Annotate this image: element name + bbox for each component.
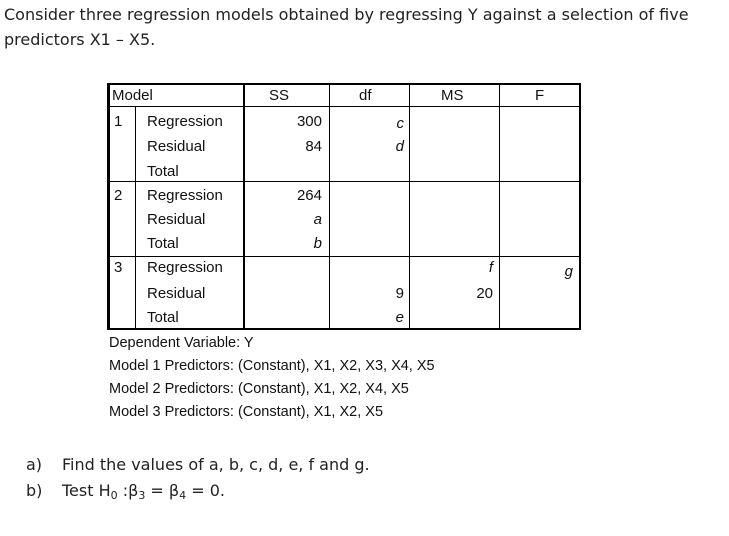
question-a-text: Find the values of a, b, c, d, e, f and g. [62,455,370,474]
m3-df-total: e [395,309,404,326]
m3-source-residual: Residual [147,285,206,302]
model-number-3: 3 [114,259,123,276]
header-df: df [359,87,372,104]
footnote-dependent: Dependent Variable: Y [109,335,254,351]
model-number-1: 1 [114,113,123,130]
footnote-model1: Model 1 Predictors: (Constant), X1, X2, X3, X4, X5 [109,358,435,374]
col-divider-label [109,85,110,328]
question-b-mid: :β [117,481,139,500]
m1-ss-residual: 84 [305,138,322,155]
m1-df-residual: d [395,138,404,155]
m3-ms-regression: f [488,259,493,276]
m1-ss-regression: 300 [296,113,322,130]
h-subscript: 0 [110,489,118,502]
anova-table [107,83,581,330]
m2-ss-residual: a [313,211,322,228]
question-b-label: b) [26,481,43,500]
beta2-subscript: 4 [179,489,187,502]
m1-source-residual: Residual [147,138,206,155]
question-b-eq: = β [145,481,180,500]
model-number-2: 2 [114,187,123,204]
m1-source-total: Total [147,163,179,180]
problem-intro: Consider three regression models obtained by regressing Y against a selection of five predictors X1 – X5. [4,5,689,49]
col-divider-ss [243,85,245,328]
header-model: Model [112,87,153,104]
col-divider-ms [409,85,410,328]
model-rule-1 [109,181,579,182]
question-a [26,454,370,476]
model-number-divider [135,106,136,330]
question-b [26,480,225,502]
header-rule [109,106,579,107]
col-divider-df [329,85,330,328]
footnote-model2: Model 2 Predictors: (Constant), X1, X2, X4, X5 [109,381,409,397]
m3-f-regression: g [564,263,573,280]
m2-source-regression: Regression [147,187,223,204]
m2-ss-total: b [313,235,322,252]
m2-source-residual: Residual [147,211,206,228]
model-rule-2 [109,256,579,257]
m1-df-regression: c [396,115,404,132]
header-ms: MS [441,87,464,104]
header-f: F [535,87,545,104]
m3-source-regression: Regression [147,259,223,276]
header-ss: SS [269,87,290,104]
col-divider-f [499,85,500,328]
footnote-model3: Model 3 Predictors: (Constant), X1, X2, X5 [109,404,384,420]
beta1-subscript: 3 [138,489,146,502]
m2-source-total: Total [147,235,179,252]
question-a-label: a) [26,455,43,474]
m2-ss-regression: 264 [296,187,322,204]
m1-source-regression: Regression [147,113,223,130]
question-b-end: = 0. [186,481,225,500]
m3-source-total: Total [147,309,179,326]
question-b-prefix: Test H [62,481,111,500]
m3-df-residual: 9 [395,285,404,302]
m3-ms-residual: 20 [476,285,493,302]
